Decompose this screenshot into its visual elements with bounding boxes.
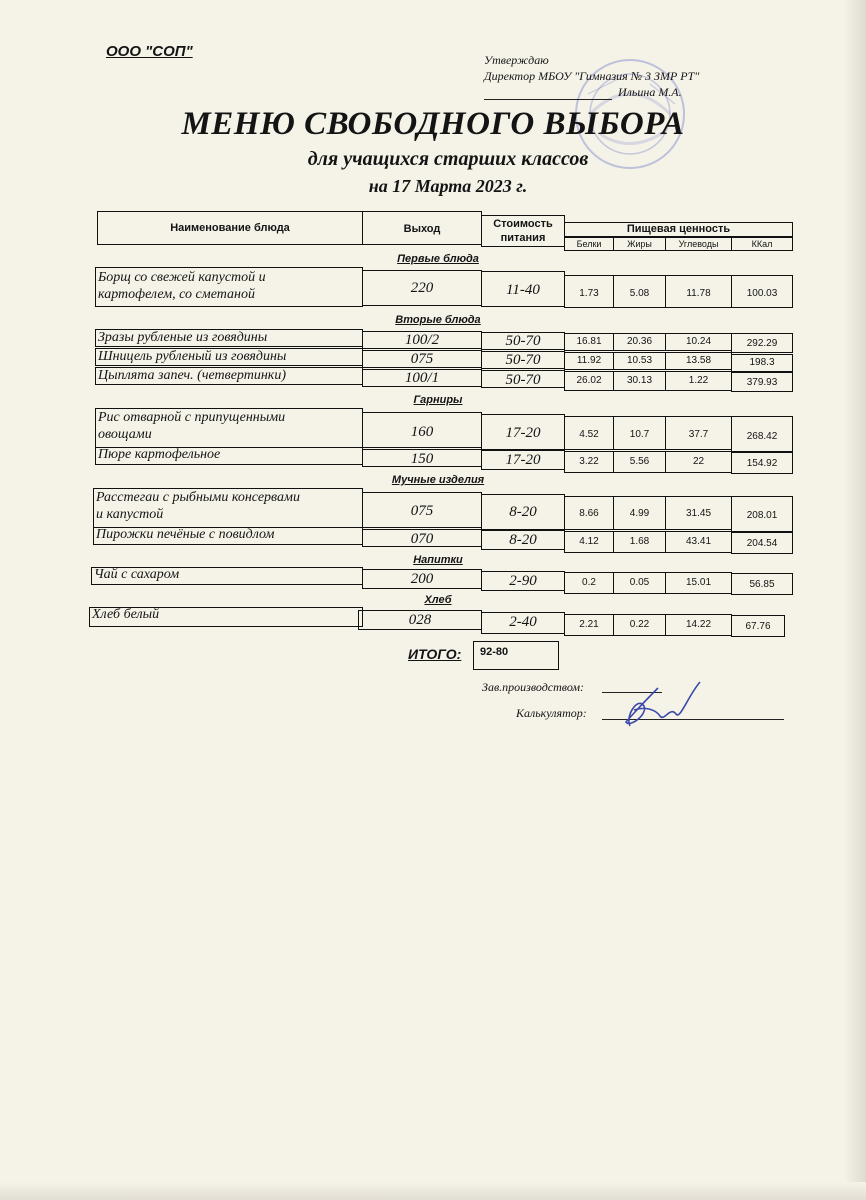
dish-fat: 1.68	[629, 536, 650, 547]
dish-output: 028	[408, 612, 432, 628]
dish-name: Расстегаи с рыбными консервами	[96, 490, 300, 505]
dish-output: 075	[410, 351, 434, 367]
approval-name: Ильина М.А.	[618, 85, 682, 99]
dish-kcal: 204.54	[746, 538, 778, 549]
dish-price: 8-20	[509, 532, 537, 548]
dish-protein: 4.52	[579, 429, 599, 440]
dish-fat: 4.99	[629, 508, 650, 519]
dish-carbs: 14.22	[685, 619, 712, 630]
dish-output: 075	[410, 503, 434, 519]
dish-output: 160	[410, 424, 434, 440]
dish-fat: 5.08	[629, 288, 650, 299]
dish-carbs: 1.22	[688, 375, 709, 386]
dish-protein: 4.12	[579, 536, 599, 547]
approval-block	[484, 52, 699, 100]
dish-kcal: 292.29	[746, 338, 778, 349]
dish-carbs: 10.24	[685, 336, 712, 347]
dish-carbs: 43.41	[685, 536, 712, 547]
dish-output: 070	[410, 531, 434, 547]
header-fat: Жиры	[627, 239, 652, 249]
dish-carbs: 15.01	[685, 577, 712, 588]
dish-kcal: 56.85	[749, 579, 775, 590]
dish-output: 100/1	[404, 370, 440, 386]
header-name: Наименование блюда	[170, 222, 290, 234]
dish-name: Шницель рубленый из говядины	[98, 349, 287, 364]
dish-output: 150	[410, 451, 434, 467]
dish-price: 17-20	[505, 425, 541, 441]
calculator-label: Калькулятор:	[516, 706, 587, 720]
dish-price: 2-90	[509, 573, 537, 589]
header-kcal: ККал	[751, 239, 773, 249]
header-protein: Белки	[576, 239, 602, 249]
dish-name: Пирожки печёные с повидлом	[96, 527, 275, 542]
page-title: МЕНЮ СВОБОДНОГО ВЫБОРА	[181, 106, 685, 142]
header-price-1: Стоимость	[493, 218, 553, 230]
approval-name-line	[484, 84, 699, 100]
header-output: Выход	[403, 223, 441, 235]
header-nutrition: Пищевая ценность	[626, 223, 731, 235]
dish-kcal: 67.76	[745, 621, 771, 632]
dish-protein: 11.92	[576, 355, 602, 366]
approval-signature-line	[484, 89, 612, 100]
dish-kcal: 198.3	[749, 357, 775, 368]
dish-carbs: 22	[692, 456, 705, 467]
header-price-2: питания	[500, 232, 546, 244]
dish-price: 17-20	[505, 452, 541, 468]
dish-name-line-2: овощами	[98, 427, 152, 442]
dish-fat: 20.36	[626, 336, 653, 347]
category-first-courses: Первые блюда	[397, 253, 479, 265]
dish-carbs: 37.7	[688, 429, 709, 440]
dish-fat: 0.22	[629, 619, 650, 630]
dish-price: 8-20	[509, 504, 537, 520]
dish-fat: 10.53	[626, 355, 653, 366]
approval-director: Директор МБОУ "Гимназия № 3 ЗМР РТ"	[484, 69, 700, 83]
dish-carbs: 31.45	[685, 508, 712, 519]
dish-name: Пюре картофельное	[98, 447, 221, 462]
dish-name: Зразы рубленые из говядины	[98, 330, 268, 345]
category-bread: Хлеб	[424, 594, 452, 606]
dish-price: 50-70	[505, 372, 541, 388]
company-name: ООО "СОП"	[106, 43, 193, 60]
dish-kcal: 379.93	[746, 377, 778, 388]
dish-output: 220	[410, 280, 434, 296]
dish-price: 50-70	[505, 352, 541, 368]
dish-fat: 5.56	[629, 456, 650, 467]
dish-protein: 1.73	[579, 288, 599, 299]
dish-price: 11-40	[506, 282, 540, 298]
dish-name: Рис отварной с припущенными	[98, 410, 286, 425]
category-drinks: Напитки	[413, 554, 463, 566]
dish-protein: 16.81	[576, 336, 602, 347]
category-side-dishes: Гарниры	[413, 394, 463, 406]
dish-fat: 10.7	[629, 429, 650, 440]
dish-name-line-2: и капустой	[96, 507, 164, 522]
dish-kcal: 208.01	[746, 510, 778, 521]
dish-protein: 0.2	[582, 577, 596, 588]
dish-protein: 8.66	[579, 508, 599, 519]
dish-name: Цыплята запеч. (четвертинки)	[98, 368, 287, 383]
dish-price: 50-70	[505, 333, 541, 349]
dish-name: Чай с сахаром	[94, 567, 180, 582]
approval-word: Утверждаю	[484, 53, 549, 67]
dish-output: 200	[410, 571, 434, 587]
dish-price: 2-40	[509, 614, 537, 630]
dish-fat: 0.05	[629, 577, 650, 588]
dish-name-line-2: картофелем, со сметаной	[98, 287, 255, 302]
dish-kcal: 100.03	[746, 288, 778, 299]
dish-fat: 30.13	[626, 375, 653, 386]
dish-carbs: 13.58	[685, 355, 712, 366]
dish-protein: 2.21	[579, 619, 599, 630]
dish-protein: 3.22	[579, 456, 599, 467]
page-bottom-shadow	[0, 1182, 866, 1200]
dish-name: Хлеб белый	[92, 607, 160, 622]
dish-protein: 26.02	[576, 375, 602, 386]
dish-name: Борщ со свежей капустой и	[98, 270, 266, 285]
total-label: ИТОГО:	[408, 646, 462, 662]
category-main-courses: Вторые блюда	[395, 314, 481, 326]
dish-kcal: 154.92	[746, 458, 778, 469]
dish-kcal: 268.42	[746, 431, 778, 442]
production-manager-label: Зав.производством:	[482, 680, 585, 694]
header-carbs: Углеводы	[678, 239, 719, 249]
category-pastries: Мучные изделия	[391, 474, 485, 486]
total-value: 92-80	[480, 646, 509, 658]
menu-date: на 17 Марта 2023 г.	[368, 176, 528, 196]
dish-carbs: 11.78	[686, 288, 711, 299]
handwritten-signature	[600, 676, 710, 740]
page-subtitle: для учащихся старших классов	[307, 148, 589, 170]
dish-output: 100/2	[404, 332, 440, 348]
